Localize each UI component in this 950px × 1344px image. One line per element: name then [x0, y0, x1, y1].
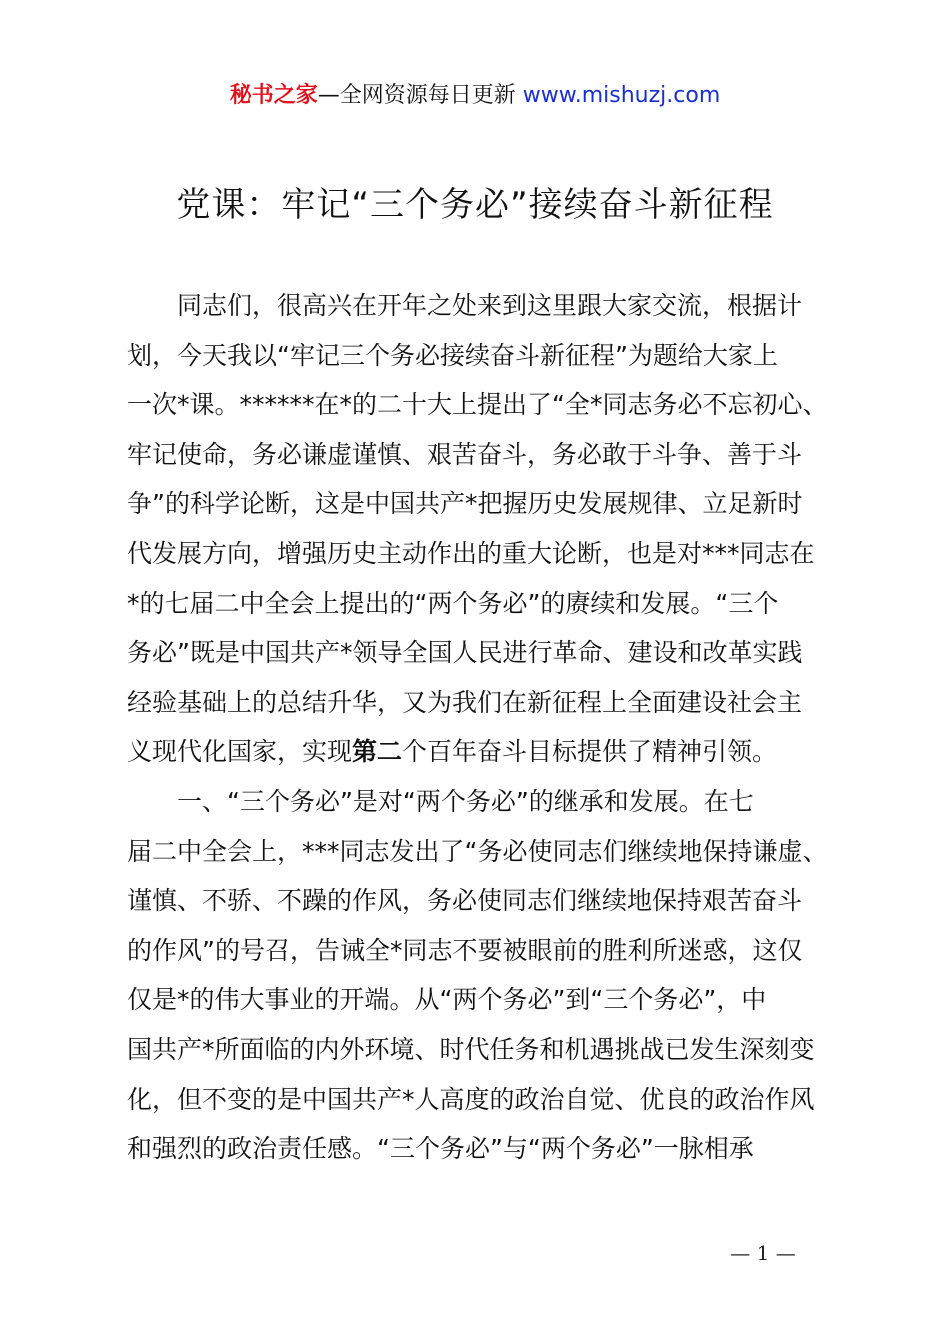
page-number: — 1 — — [730, 1241, 796, 1265]
body-line-with-bold — [127, 727, 837, 777]
body-line: 届二中全会上，***同志发出了“务必使同志们继续地保持谦虚、 — [127, 836, 828, 866]
body-text-segment: 个百年奋斗目标提供了精神引领。 — [402, 737, 778, 767]
bold-text-segment: 第二 — [352, 737, 403, 767]
body-text-segment: 义现代化国家，实现 — [127, 737, 353, 767]
body-line: 国共产*所面临的内外环境、时代任务和机遇挑战已发生深刻变 — [127, 1034, 815, 1064]
body-line: 争”的科学论断，这是中国共产*把握历史发展规律、立足新时 — [127, 489, 803, 519]
body-line: 一次*课。******在*的二十大上提出了“全*同志务必不忘初心、 — [127, 390, 828, 420]
body-line: 务必”既是中国共产*领导全国人民进行革命、建设和改革实践 — [127, 638, 803, 668]
body-line: 的作风”的号召，告诫全*同志不要被眼前的胜利所迷惑，这仅 — [127, 935, 803, 965]
document-title: 党课：牢记“三个务必”接续奋斗新征程 — [176, 185, 774, 225]
body-line: 化，但不变的是中国共产*人高度的政治自觉、优良的政治作风 — [127, 1084, 815, 1114]
site-brand: 秘书之家 — [229, 83, 318, 108]
section-heading-line: 一、“三个务必”是对“两个务必”的继承和发展。在七 — [127, 786, 754, 816]
document-body — [127, 281, 837, 1174]
site-url-link[interactable]: www.mishuzj.com — [522, 83, 721, 108]
body-line: 同志们，很高兴在开年之处来到这里跟大家交流，根据计 — [127, 291, 803, 320]
body-line: 代发展方向，增强历史主动作出的重大论断，也是对***同志在 — [127, 538, 815, 568]
body-line: 划，今天我以“牢记三个务必接续奋斗新征程”为题给大家上 — [127, 340, 778, 370]
site-slogan: —全网资源每日更新 — [317, 83, 523, 108]
body-line: 仅是*的伟大事业的开端。从“两个务必”到“三个务必”，中 — [127, 985, 767, 1015]
body-line: 和强烈的政治责任感。“三个务必”与“两个务必”一脉相承 — [127, 1134, 754, 1164]
site-header — [0, 80, 950, 112]
body-line: 牢记使命，务必谦虚谨慎、艰苦奋斗，务必敢于斗争、善于斗 — [127, 439, 803, 469]
body-line: *的七届二中全会上提出的“两个务必”的赓续和发展。“三个 — [127, 588, 779, 618]
body-line: 谨慎、不骄、不躁的作风，务必使同志们继续地保持艰苦奋斗 — [127, 886, 803, 916]
body-line: 经验基础上的总结升华，又为我们在新征程上全面建设社会主 — [127, 687, 803, 717]
